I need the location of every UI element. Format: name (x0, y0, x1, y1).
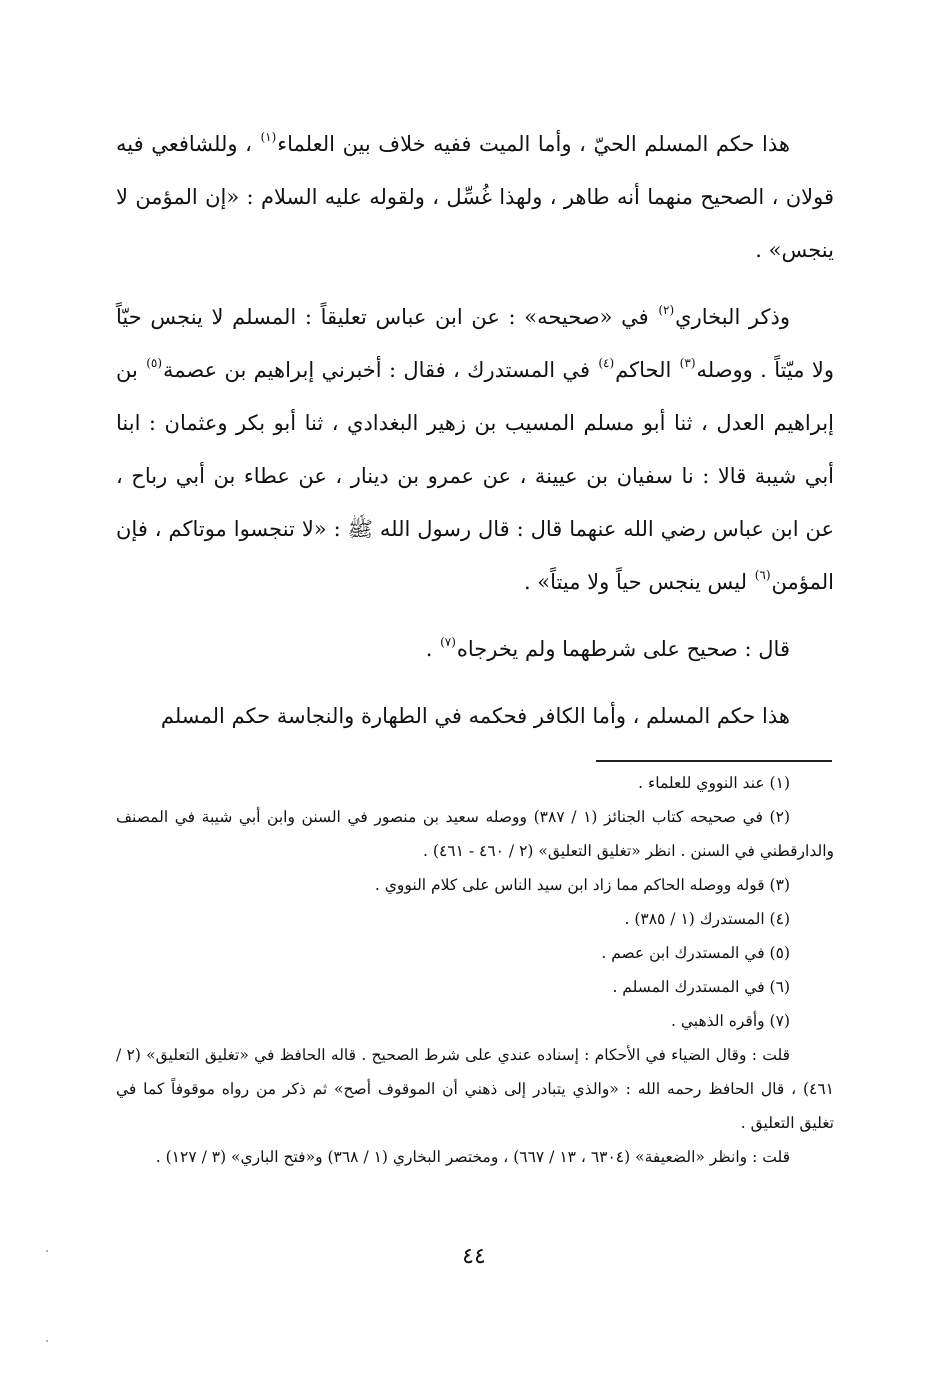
footnote-1: (١) عند النووي للعلماء . (638, 774, 790, 792)
footnote-ref-4: (٤) (598, 356, 615, 370)
footnote-5: (٥) في المستدرك ابن عصم . (601, 944, 790, 962)
scan-speck (46, 1250, 48, 1252)
scan-speck (46, 1340, 48, 1342)
footnote-4: (٤) المستدرك (١ / ٣٨٥) . (624, 910, 790, 928)
paragraph-2-text-f: ليس ينجس حياً ولا ميتاً» . (523, 570, 754, 594)
footnotes-section (116, 766, 834, 1174)
paragraph-3 (116, 623, 834, 676)
page-number: ٤٤ (462, 1244, 486, 1269)
paragraph-3-text-b: . (425, 637, 440, 661)
main-text (116, 118, 834, 757)
paragraph-1-text-b: ، وللشافعي فيه قولان ، الصحيح منهما أنه طاهر ، ولهذا غُسِّل ، ولقوله عليه السلام : «إن المؤمن لا ينجس» . (116, 132, 834, 262)
footnote-6: (٦) في المستدرك المسلم . (612, 978, 790, 996)
footnote-note-1: قلت : وقال الضياء في الأحكام : إسناده عندي على شرط الصحيح . قاله الحافظ في «تغليق التعليق» (٢ / ٤٦١) ، قال الحافظ رحمه الله : «والذي يتبادر إلى ذهني أن الموقوف أصح» ثم ذكر من رواه موقوفاً كما في تغليق التعليق . (116, 1046, 834, 1132)
footnote-7: (٧) وأقره الذهبي . (671, 1012, 790, 1030)
paragraph-4-text: هذا حكم المسلم ، وأما الكافر فحكمه في الطهارة والنجاسة حكم المسلم (160, 704, 790, 728)
paragraph-2-text-e: بن إبراهيم العدل ، ثنا أبو مسلم المسيب بن زهير البغدادي ، ثنا أبو بكر وعثمان : ابنا أبي شيبة قالا : نا سفيان بن عيينة ، عن عمرو بن دينار ، عن عطاء بن أبي رباح ، عن ابن عباس رضي الله عنهما قال : قال رسول الله ﷺ : «لا تنجسوا موتاكم ، فإن المؤمن (116, 358, 834, 594)
footnote-note-2: قلت : وانظر «الضعيفة» (٦٣٠٤ ، ١٣ / ٦٦٧) ، ومختصر البخاري (١ / ٣٦٨) و«فتح الباري» (٣ / ١٢٧) . (155, 1148, 790, 1166)
paragraph-2-text-a: وذكر البخاري (675, 305, 791, 329)
footnote-2: (٢) في صحيحه كتاب الجنائز (١ / ٣٨٧) ووصله سعيد بن منصور في السنن وابن أبي شيبة في المصنف والدارقطني في السنن . انظر «تغليق التعليق» (٢ / ٤٦٠ - ٤٦١) . (116, 808, 834, 860)
paragraph-4 (116, 690, 834, 743)
paragraph-2 (116, 291, 834, 609)
footnote-3: (٣) قوله ووصله الحاكم مما زاد ابن سيد الناس على كلام النووي . (374, 876, 790, 894)
footnote-ref-6: (٦) (754, 568, 771, 582)
paragraph-1-text-a: هذا حكم المسلم الحيّ ، وأما الميت ففيه خلاف بين العلماء (277, 132, 790, 156)
footnote-separator (596, 760, 832, 762)
paragraph-2-text-d: في المستدرك ، فقال : أخبرني إبراهيم بن عصمة (163, 358, 598, 382)
paragraph-2-text-b: في «صحيحه» : عن ابن عباس تعليقاً : المسلم لا ينجس حيّاً ولا ميّتاً . ووصله (116, 305, 834, 382)
footnote-ref-3: (٣) (679, 356, 696, 370)
footnote-ref-1: (١) (260, 130, 277, 144)
paragraph-2-text-c: الحاكم (615, 358, 679, 382)
paragraph-1 (116, 118, 834, 277)
footnote-ref-5: (٥) (146, 356, 163, 370)
footnote-ref-7: (٧) (440, 635, 456, 649)
paragraph-3-text-a: قال : صحيح على شرطهما ولم يخرجاه (456, 637, 790, 661)
footnote-ref-2: (٢) (658, 303, 675, 317)
